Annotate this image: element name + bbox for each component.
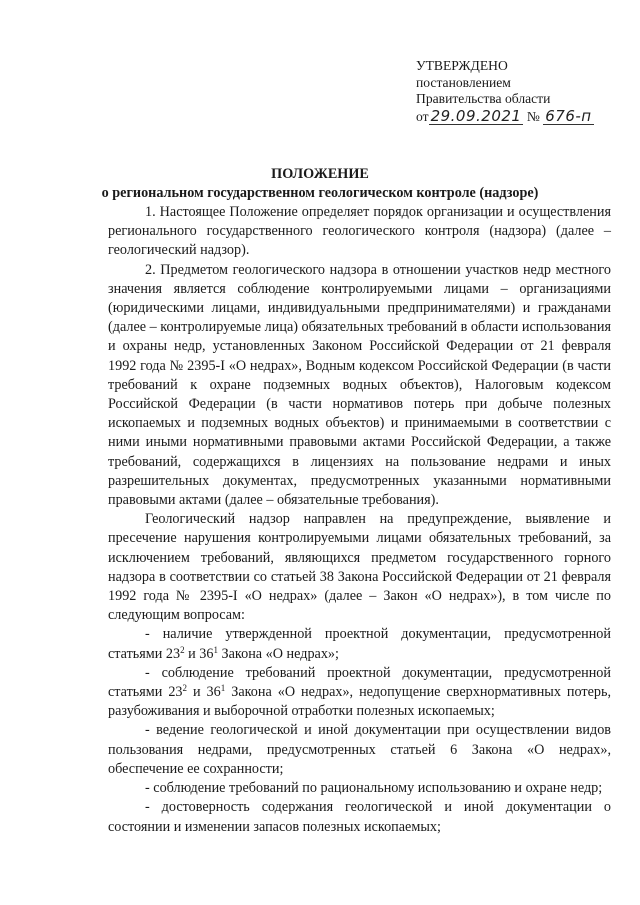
handwritten-number: 676-п [545,106,592,125]
from-label: от [416,108,429,124]
list-item-2: - соблюдение требований проектной документации, предусмотренной статьями $23^2$ и $36^1$ Закона «О недрах», недопущение сверхнормативных потерь, разубоживания и выборочной отработки полезных ископаемых; [108,664,611,720]
list-item-3: - ведение геологической и иной документации при осуществлении видов пользования недрами, предусмотренных статьей 6 Закона «О недрах», обеспечение ее сохранности; [108,722,611,777]
paragraph-2: 2. Предметом геологического надзора в отношении участков недр местного значения является соблюдение контролируемыми лицами – организациями (юридическими лицами, индивидуальными предпринимателями) и гражданами (далее – контролируемые лица) обязательных требований в области использования и охраны недр, установленных Законом Российской Федерации от 21 февраля 1992 года № 2395-I «О недрах», Водным кодексом Российской Федерации (в части требований к охране подземных водных объектов), Налоговым кодексом Российской Федерации (в части нормативов потерь при добыче полезных ископаемых и подземных водных объектов) и принимаемыми в соответствии с ними иными нормативными правовыми актами Российской Федерации, а также требований, содержащихся в лицензиях на пользование недрами и иных разрешительных документах, предусмотренных указанными нормативными правовыми актами (далее – обязательные требования). [108,261,611,509]
approval-stamp [416,58,626,125]
resolution-label: постановлением [416,74,511,90]
resolution-number-row [416,108,626,126]
government-label: Правительства области [416,91,551,106]
handwritten-date: 29.09.2021 [430,106,522,125]
approved-label: УТВЕРЖДЕНО [416,58,508,73]
list-item-5: - достоверность содержания геологической и иной документации о состоянии и изменении запасов полезных ископаемых; [108,799,611,835]
title-sub: о региональном государственном геологическом контроле (надзоре) [101,185,539,201]
list-item-4: - соблюдение требований по рациональному использованию и охране недр; [145,780,603,797]
title-main: ПОЛОЖЕНИЕ [271,166,369,182]
document-title [0,165,640,203]
paragraph-1: 1. Настоящее Положение определяет порядок организации и осуществления регионального государственного геологического контроля (надзора) (далее – геологический надзор). [108,204,611,259]
list-item-1: - наличие утвержденной проектной документации, предусмотренной статьями $23^2$ и $36^1$ Закона «О недрах»; [108,626,611,662]
number-label: № [526,108,540,124]
paragraph-3: Геологический надзор направлен на предупреждение, выявление и пресечение нарушения контролируемыми лицами обязательных требований, за исключением требований, являющихся предметом государственного горного надзора в соответствии со статьей 38 Закона Российской Федерации от 21 февраля 1992 года № 2395-I «О недрах» (далее – Закон «О недрах»), в том числе по следующим вопросам: [108,511,611,624]
document-body [108,203,611,837]
